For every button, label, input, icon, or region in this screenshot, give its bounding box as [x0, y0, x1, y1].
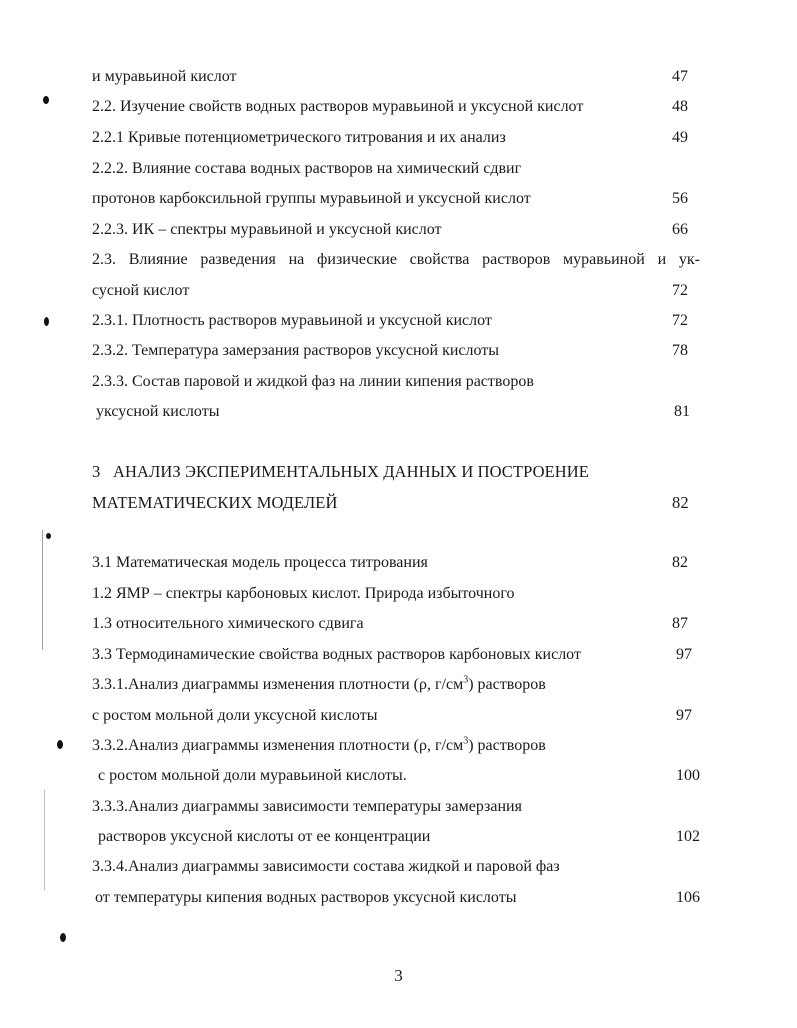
toc-entry-page: 97	[676, 646, 692, 663]
toc-entry-text: 2.2.3. ИК – спектры муравьиной и уксусной кислот	[92, 221, 442, 238]
page-number: 3	[394, 966, 403, 985]
toc-entry-text: 1.3 относительного химического сдвига	[92, 615, 364, 632]
toc-entry-text: 3.1 Математическая модель процесса титрования	[92, 554, 428, 571]
toc-entry-page: 72	[672, 282, 688, 299]
toc-entry-text: с ростом мольной доли уксусной кислоты	[92, 707, 378, 724]
toc-entry-page: 72	[672, 312, 688, 329]
toc-entry-text: 2.2. Изучение свойств водных растворов муравьиной и уксусной кислот	[92, 98, 584, 115]
scan-artifact	[44, 317, 49, 326]
toc-entry-page: 87	[672, 615, 688, 632]
toc-entry-text: 3.3.3.Анализ диаграммы зависимости температуры замерзания	[92, 798, 522, 815]
scan-artifact	[60, 933, 66, 942]
toc-entry-page: 81	[674, 403, 690, 420]
toc-entry-page: 106	[676, 889, 700, 906]
scan-edge-line	[44, 790, 45, 890]
toc-entry-text: 2.2.1 Кривые потенциометрического титрования и их анализ	[92, 129, 506, 146]
toc-entry-page: 97	[676, 707, 692, 724]
toc-entry-text: 3.3 Термодинамические свойства водных растворов карбоновых кислот	[92, 646, 581, 663]
toc-entry-page: 56	[672, 190, 688, 207]
toc-entry-page: 82	[672, 554, 688, 571]
toc-entry-text: сусной кислот	[92, 282, 190, 299]
toc-entry-page: 102	[676, 828, 700, 845]
toc-entry-text: протонов карбоксильной группы муравьиной и уксусной кислот	[92, 190, 531, 207]
toc-entry-text: и муравьиной кислот	[92, 68, 237, 85]
toc-entry-text: 1.2 ЯМР – спектры карбоновых кислот. Природа избыточного	[92, 585, 515, 602]
toc-entry-page: 100	[676, 767, 700, 784]
toc-entry-text: 2.2.2. Влияние состава водных растворов на химический сдвиг	[92, 160, 522, 177]
scan-artifact	[43, 96, 49, 104]
toc-entry-text: с ростом мольной доли муравьиной кислоты.	[98, 767, 407, 784]
toc-entry-page: 47	[672, 68, 688, 85]
section-heading-text: 3 АНАЛИЗ ЭКСПЕРИМЕНТАЛЬНЫХ ДАННЫХ И ПОСТРОЕНИЕ	[92, 462, 589, 481]
toc-entry-text: уксусной кислоты	[96, 403, 220, 420]
toc-entry-text: 2.3.3. Состав паровой и жидкой фаз на линии кипения растворов	[92, 373, 534, 390]
toc-entry-page: 82	[672, 493, 689, 512]
toc-entry-text: растворов уксусной кислоты от ее концентрации	[98, 828, 431, 845]
toc-entry-page: 49	[672, 129, 688, 146]
toc-entry-text: от температуры кипения водных растворов уксусной кислоты	[95, 889, 517, 906]
toc-entry: 2.3. Влияние разведения на физические свойства растворов муравьиной и ук-	[92, 251, 700, 268]
toc-entry-text: 3.3.4.Анализ диаграммы зависимости состава жидкой и паровой фаз	[92, 858, 560, 875]
toc-entry-page: 48	[672, 98, 688, 115]
toc-entry-text: 2.3.1. Плотность растворов муравьиной и уксусной кислот	[92, 312, 492, 329]
toc-entry-text: 3.3.1.Анализ диаграммы изменения плотности (ρ, $г/см^3$) растворов	[92, 674, 546, 693]
scan-edge-line	[42, 530, 43, 650]
toc-entry-page: 78	[672, 342, 688, 359]
toc-entry-text: 2.3.2. Температура замерзания растворов уксусной кислоты	[92, 342, 500, 359]
scan-artifact	[57, 740, 63, 749]
scan-artifact	[46, 533, 51, 539]
toc-entry-page: 66	[672, 221, 688, 238]
section-heading-text: МАТЕМАТИЧЕСКИХ МОДЕЛЕЙ	[92, 493, 338, 512]
toc-entry-text: 3.3.2.Анализ диаграммы изменения плотности (ρ, $г/см^3$) растворов	[92, 735, 546, 754]
